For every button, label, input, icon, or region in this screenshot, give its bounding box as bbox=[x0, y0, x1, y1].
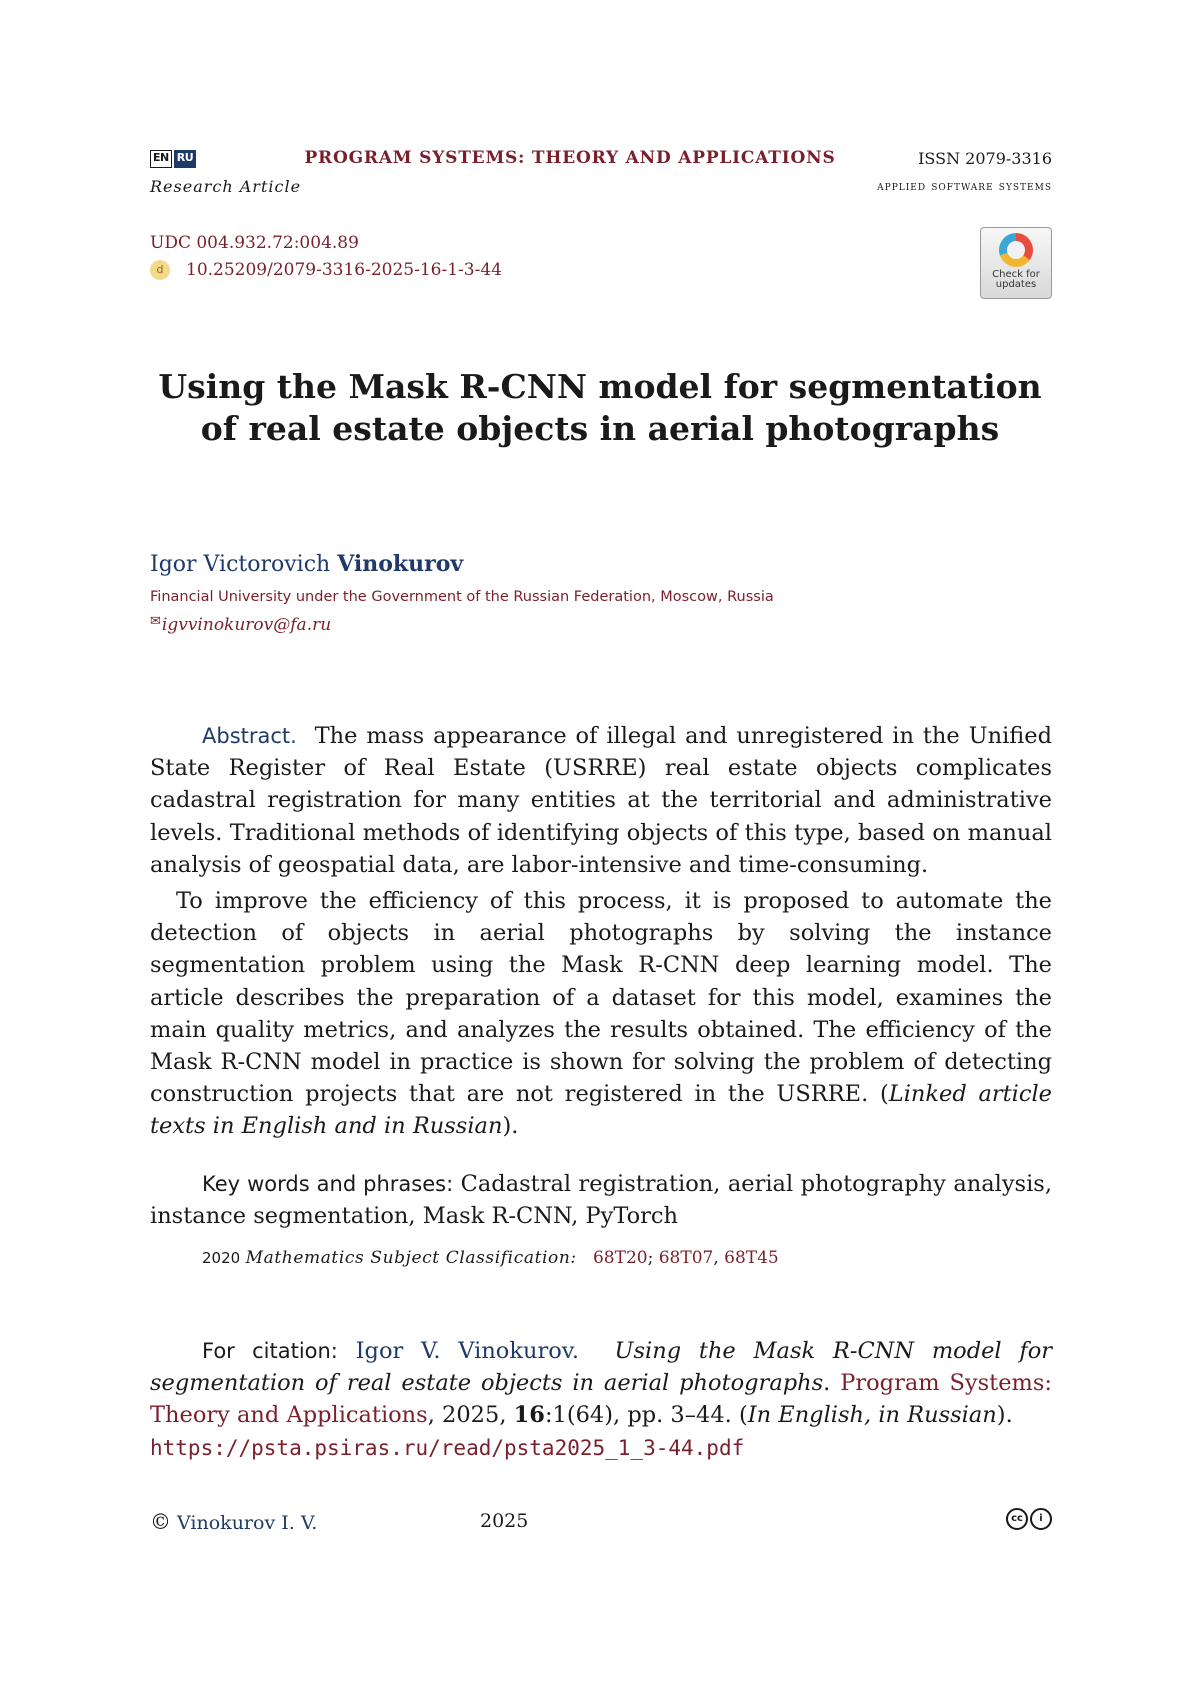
msc-year: 2020 bbox=[202, 1249, 241, 1267]
keywords-text: Cadastral registration, aerial photography analysis, instance segmentation, Mask R-CNN, PyTorch bbox=[150, 1171, 1052, 1230]
doi-row bbox=[150, 260, 502, 280]
bookmark-icon bbox=[999, 233, 1033, 267]
lang-en-badge: EN bbox=[150, 150, 172, 168]
check-updates-label: Check for updates bbox=[992, 269, 1040, 290]
envelope-icon: ✉ bbox=[150, 614, 161, 629]
citation-url[interactable]: https://psta.psiras.ru/read/psta2025_1_3-44.pdf bbox=[150, 1435, 745, 1460]
author-given-name: Igor Victorovich bbox=[150, 552, 331, 577]
cc-icon: cc bbox=[1006, 1508, 1028, 1530]
cc-license[interactable] bbox=[1006, 1508, 1052, 1530]
keywords bbox=[150, 1168, 1052, 1232]
abstract-paragraph-2: To improve the efficiency of this process, it is proposed to automate the detection of objects in aerial photographs by solving the instance segmentation problem using the Mask R-CNN deep learning model. The article describes the preparation of a dataset for this model, examines the main quality metrics, and analyzes the results obtained. The efficiency of the Mask R-CNN model in practice is shown for solving the problem of detecting construction projects that are not registered in the USRRE. (Linked article texts in English and in Russian). bbox=[150, 888, 1052, 1140]
abstract-linked-note: Linked article texts in English and in Russian bbox=[150, 1081, 1052, 1140]
doi-icon: d bbox=[150, 260, 170, 280]
doi-link[interactable]: 10.25209/2079-3316-2025-16-1-3-44 bbox=[186, 260, 502, 280]
abstract-paragraph-1 bbox=[150, 720, 1052, 881]
msc-secondary-2[interactable]: 68T45 bbox=[724, 1248, 779, 1268]
lang-ru-badge: RU bbox=[174, 150, 196, 168]
affiliation: Financial University under the Government of the Russian Federation, Moscow, Russia bbox=[150, 589, 774, 605]
by-attribution-icon: i bbox=[1030, 1508, 1052, 1530]
issn: ISSN 2079-3316 bbox=[918, 149, 1052, 168]
udc: UDC 004.932.72:004.89 bbox=[150, 233, 359, 253]
author-last-name: Vinokurov bbox=[337, 551, 464, 577]
copyright-holder: Vinokurov I. V. bbox=[177, 1512, 318, 1534]
citation-label: For citation: bbox=[202, 1339, 338, 1363]
copyright-icon: © bbox=[150, 1510, 171, 1534]
check-for-updates-button[interactable] bbox=[980, 227, 1052, 299]
citation-year: 2025 bbox=[442, 1402, 500, 1429]
article-type: Research Article bbox=[150, 177, 302, 196]
journal-title: PROGRAM SYSTEMS: THEORY AND APPLICATIONS bbox=[304, 148, 836, 168]
abstract-text-2: To improve the efficiency of this process, it is proposed to automate the detection of objects in aerial photographs by solving the instance segmentation problem using the Mask R-CNN deep learning model. The article describes the preparation of a dataset for this model, examines the main quality metrics, and analyzes the results obtained. The efficiency of the Mask R-CNN model in practice is shown for solving the problem of detecting construction projects that are not registered in the USRRE. bbox=[150, 888, 1052, 1108]
citation: For citation: Igor V. Vinokurov. Using the Mask R-CNN model for segmentation of real estate objects in aerial photographs. Program Systems: Theory and Applications, 2025, 16:1(64), pp. 3–44. (In English, in Russian). https://psta.psiras.ru/read/psta2025_1_3-44.pdf bbox=[150, 1338, 1053, 1460]
keywords-label: Key words and phrases: bbox=[202, 1172, 454, 1196]
msc-primary[interactable]: 68T20 bbox=[592, 1248, 648, 1268]
author bbox=[150, 551, 463, 577]
paper-title: Using the Mask R-CNN model for segmentation of real estate objects in aerial photographs bbox=[158, 367, 1042, 448]
citation-lang-note: In English, in Russian bbox=[747, 1402, 997, 1429]
abstract-label: Abstract. bbox=[202, 724, 297, 748]
abstract bbox=[150, 720, 1052, 1143]
footer-year: 2025 bbox=[480, 1510, 529, 1532]
email-link[interactable]: igvvinokurov@fa.ru bbox=[161, 615, 332, 635]
citation-author[interactable]: Igor V. Vinokurov. bbox=[355, 1338, 579, 1364]
msc-classification: 2020 Mathematics Subject Classification: 68T20; 68T07, 68T45 bbox=[202, 1248, 779, 1268]
citation-journal[interactable]: Program Systems: Theory and Applications bbox=[150, 1370, 1052, 1429]
citation-title: Using the Mask R-CNN model for segmentation of real estate objects in aerial photographs bbox=[150, 1338, 1053, 1397]
msc-secondary-1[interactable]: 68T07 bbox=[658, 1248, 714, 1268]
msc-label: Mathematics Subject Classification: bbox=[245, 1248, 577, 1268]
citation-issue: :1(64), pp. 3–44. bbox=[544, 1402, 732, 1429]
copyright bbox=[150, 1510, 317, 1534]
language-logo bbox=[150, 150, 198, 168]
citation-volume: 16 bbox=[513, 1402, 545, 1429]
abstract-text-1: The mass appearance of illegal and unregistered in the Unified State Register of Real Estate (USRRE) real estate objects complicates cadastral registration for many entities at the territorial and administrative levels. Traditional methods of identifying objects of this type, based on manual analysis of geospatial data, are labor-intensive and time-consuming. bbox=[150, 723, 1052, 878]
email-row bbox=[150, 614, 331, 635]
section-name: applied software systems bbox=[877, 179, 1052, 194]
